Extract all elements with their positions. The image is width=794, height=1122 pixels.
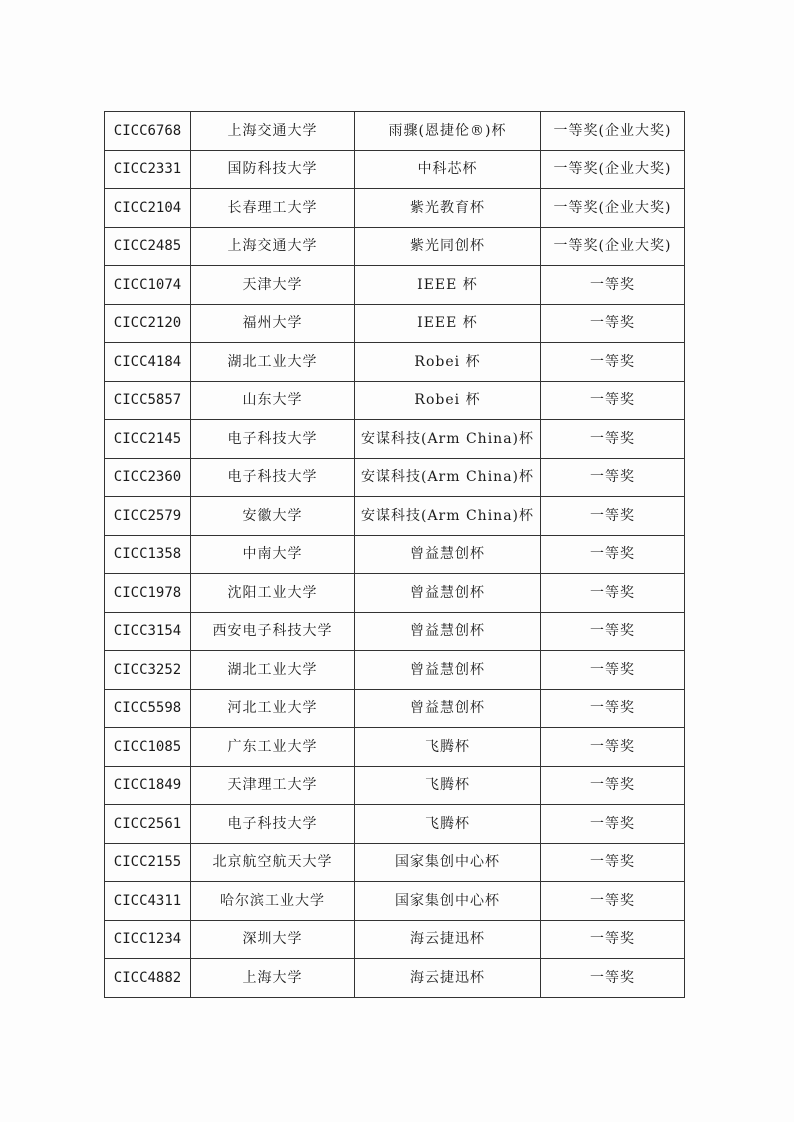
school-cell: 西安电子科技大学 — [191, 612, 355, 651]
team-id-cell: CICC1849 — [105, 766, 191, 805]
award-cell: 一等奖 — [541, 920, 685, 959]
school-cell: 上海交通大学 — [191, 112, 355, 151]
table-row — [105, 227, 685, 266]
school-cell: 电子科技大学 — [191, 458, 355, 497]
school-cell: 湖北工业大学 — [191, 651, 355, 690]
school-cell: 深圳大学 — [191, 920, 355, 959]
table-row — [105, 497, 685, 536]
school-cell: 国防科技大学 — [191, 150, 355, 189]
team-id-cell: CICC4882 — [105, 959, 191, 998]
table-row — [105, 420, 685, 459]
team-id-cell: CICC3154 — [105, 612, 191, 651]
cup-cell: 紫光教育杯 — [355, 189, 541, 228]
team-id-cell: CICC2485 — [105, 227, 191, 266]
team-id-cell: CICC5857 — [105, 381, 191, 420]
team-id-cell: CICC5598 — [105, 689, 191, 728]
table-row — [105, 689, 685, 728]
table-row — [105, 381, 685, 420]
table-row — [105, 728, 685, 767]
cup-cell: 国家集创中心杯 — [355, 882, 541, 921]
award-cell: 一等奖 — [541, 343, 685, 382]
school-cell: 上海交通大学 — [191, 227, 355, 266]
award-cell: 一等奖 — [541, 497, 685, 536]
team-id-cell: CICC2120 — [105, 304, 191, 343]
award-cell: 一等奖 — [541, 728, 685, 767]
school-cell: 安徽大学 — [191, 497, 355, 536]
table-row — [105, 920, 685, 959]
award-cell: 一等奖 — [541, 805, 685, 844]
table-row — [105, 189, 685, 228]
cup-cell: Robei 杯 — [355, 381, 541, 420]
school-cell: 哈尔滨工业大学 — [191, 882, 355, 921]
team-id-cell: CICC3252 — [105, 651, 191, 690]
award-cell: 一等奖 — [541, 574, 685, 613]
award-cell: 一等奖 — [541, 843, 685, 882]
table-row — [105, 150, 685, 189]
cup-cell: 飞腾杯 — [355, 805, 541, 844]
cup-cell: 紫光同创杯 — [355, 227, 541, 266]
cup-cell: 曾益慧创杯 — [355, 612, 541, 651]
award-cell: 一等奖 — [541, 381, 685, 420]
award-cell: 一等奖 — [541, 535, 685, 574]
team-id-cell: CICC2331 — [105, 150, 191, 189]
table-row — [105, 266, 685, 305]
award-cell: 一等奖(企业大奖) — [541, 150, 685, 189]
table-row — [105, 959, 685, 998]
team-id-cell: CICC2579 — [105, 497, 191, 536]
award-cell: 一等奖(企业大奖) — [541, 227, 685, 266]
school-cell: 天津大学 — [191, 266, 355, 305]
cup-cell: 安谋科技(Arm China)杯 — [355, 420, 541, 459]
school-cell: 天津理工大学 — [191, 766, 355, 805]
table-row — [105, 458, 685, 497]
award-cell: 一等奖 — [541, 304, 685, 343]
school-cell: 北京航空航天大学 — [191, 843, 355, 882]
cup-cell: 国家集创中心杯 — [355, 843, 541, 882]
award-cell: 一等奖 — [541, 651, 685, 690]
cup-cell: 飞腾杯 — [355, 728, 541, 767]
table-row — [105, 112, 685, 151]
cup-cell: 中科芯杯 — [355, 150, 541, 189]
school-cell: 湖北工业大学 — [191, 343, 355, 382]
table-row — [105, 651, 685, 690]
awards-table-body — [105, 112, 685, 998]
award-cell: 一等奖 — [541, 766, 685, 805]
cup-cell: 安谋科技(Arm China)杯 — [355, 497, 541, 536]
table-row — [105, 766, 685, 805]
school-cell: 河北工业大学 — [191, 689, 355, 728]
team-id-cell: CICC1234 — [105, 920, 191, 959]
school-cell: 中南大学 — [191, 535, 355, 574]
table-row — [105, 535, 685, 574]
award-cell: 一等奖 — [541, 458, 685, 497]
table-row — [105, 843, 685, 882]
cup-cell: IEEE 杯 — [355, 304, 541, 343]
team-id-cell: CICC2104 — [105, 189, 191, 228]
cup-cell: 曾益慧创杯 — [355, 689, 541, 728]
table-row — [105, 304, 685, 343]
cup-cell: 海云捷迅杯 — [355, 959, 541, 998]
team-id-cell: CICC1978 — [105, 574, 191, 613]
school-cell: 电子科技大学 — [191, 805, 355, 844]
award-cell: 一等奖 — [541, 689, 685, 728]
award-cell: 一等奖 — [541, 882, 685, 921]
school-cell: 福州大学 — [191, 304, 355, 343]
cup-cell: 曾益慧创杯 — [355, 651, 541, 690]
school-cell: 广东工业大学 — [191, 728, 355, 767]
school-cell: 上海大学 — [191, 959, 355, 998]
award-cell: 一等奖 — [541, 959, 685, 998]
table-row — [105, 805, 685, 844]
team-id-cell: CICC4184 — [105, 343, 191, 382]
awards-table — [104, 111, 685, 998]
award-cell: 一等奖(企业大奖) — [541, 112, 685, 151]
cup-cell: IEEE 杯 — [355, 266, 541, 305]
team-id-cell: CICC2561 — [105, 805, 191, 844]
team-id-cell: CICC1358 — [105, 535, 191, 574]
team-id-cell: CICC1085 — [105, 728, 191, 767]
cup-cell: 安谋科技(Arm China)杯 — [355, 458, 541, 497]
table-row — [105, 343, 685, 382]
cup-cell: 雨骤(恩捷伦®)杯 — [355, 112, 541, 151]
team-id-cell: CICC2155 — [105, 843, 191, 882]
school-cell: 电子科技大学 — [191, 420, 355, 459]
cup-cell: 曾益慧创杯 — [355, 535, 541, 574]
award-cell: 一等奖 — [541, 612, 685, 651]
award-cell: 一等奖 — [541, 266, 685, 305]
team-id-cell: CICC6768 — [105, 112, 191, 151]
school-cell: 长春理工大学 — [191, 189, 355, 228]
team-id-cell: CICC4311 — [105, 882, 191, 921]
table-row — [105, 612, 685, 651]
award-cell: 一等奖 — [541, 420, 685, 459]
table-row — [105, 882, 685, 921]
cup-cell: 海云捷迅杯 — [355, 920, 541, 959]
team-id-cell: CICC2360 — [105, 458, 191, 497]
team-id-cell: CICC1074 — [105, 266, 191, 305]
cup-cell: Robei 杯 — [355, 343, 541, 382]
cup-cell: 曾益慧创杯 — [355, 574, 541, 613]
school-cell: 沈阳工业大学 — [191, 574, 355, 613]
school-cell: 山东大学 — [191, 381, 355, 420]
team-id-cell: CICC2145 — [105, 420, 191, 459]
cup-cell: 飞腾杯 — [355, 766, 541, 805]
award-cell: 一等奖(企业大奖) — [541, 189, 685, 228]
table-row — [105, 574, 685, 613]
